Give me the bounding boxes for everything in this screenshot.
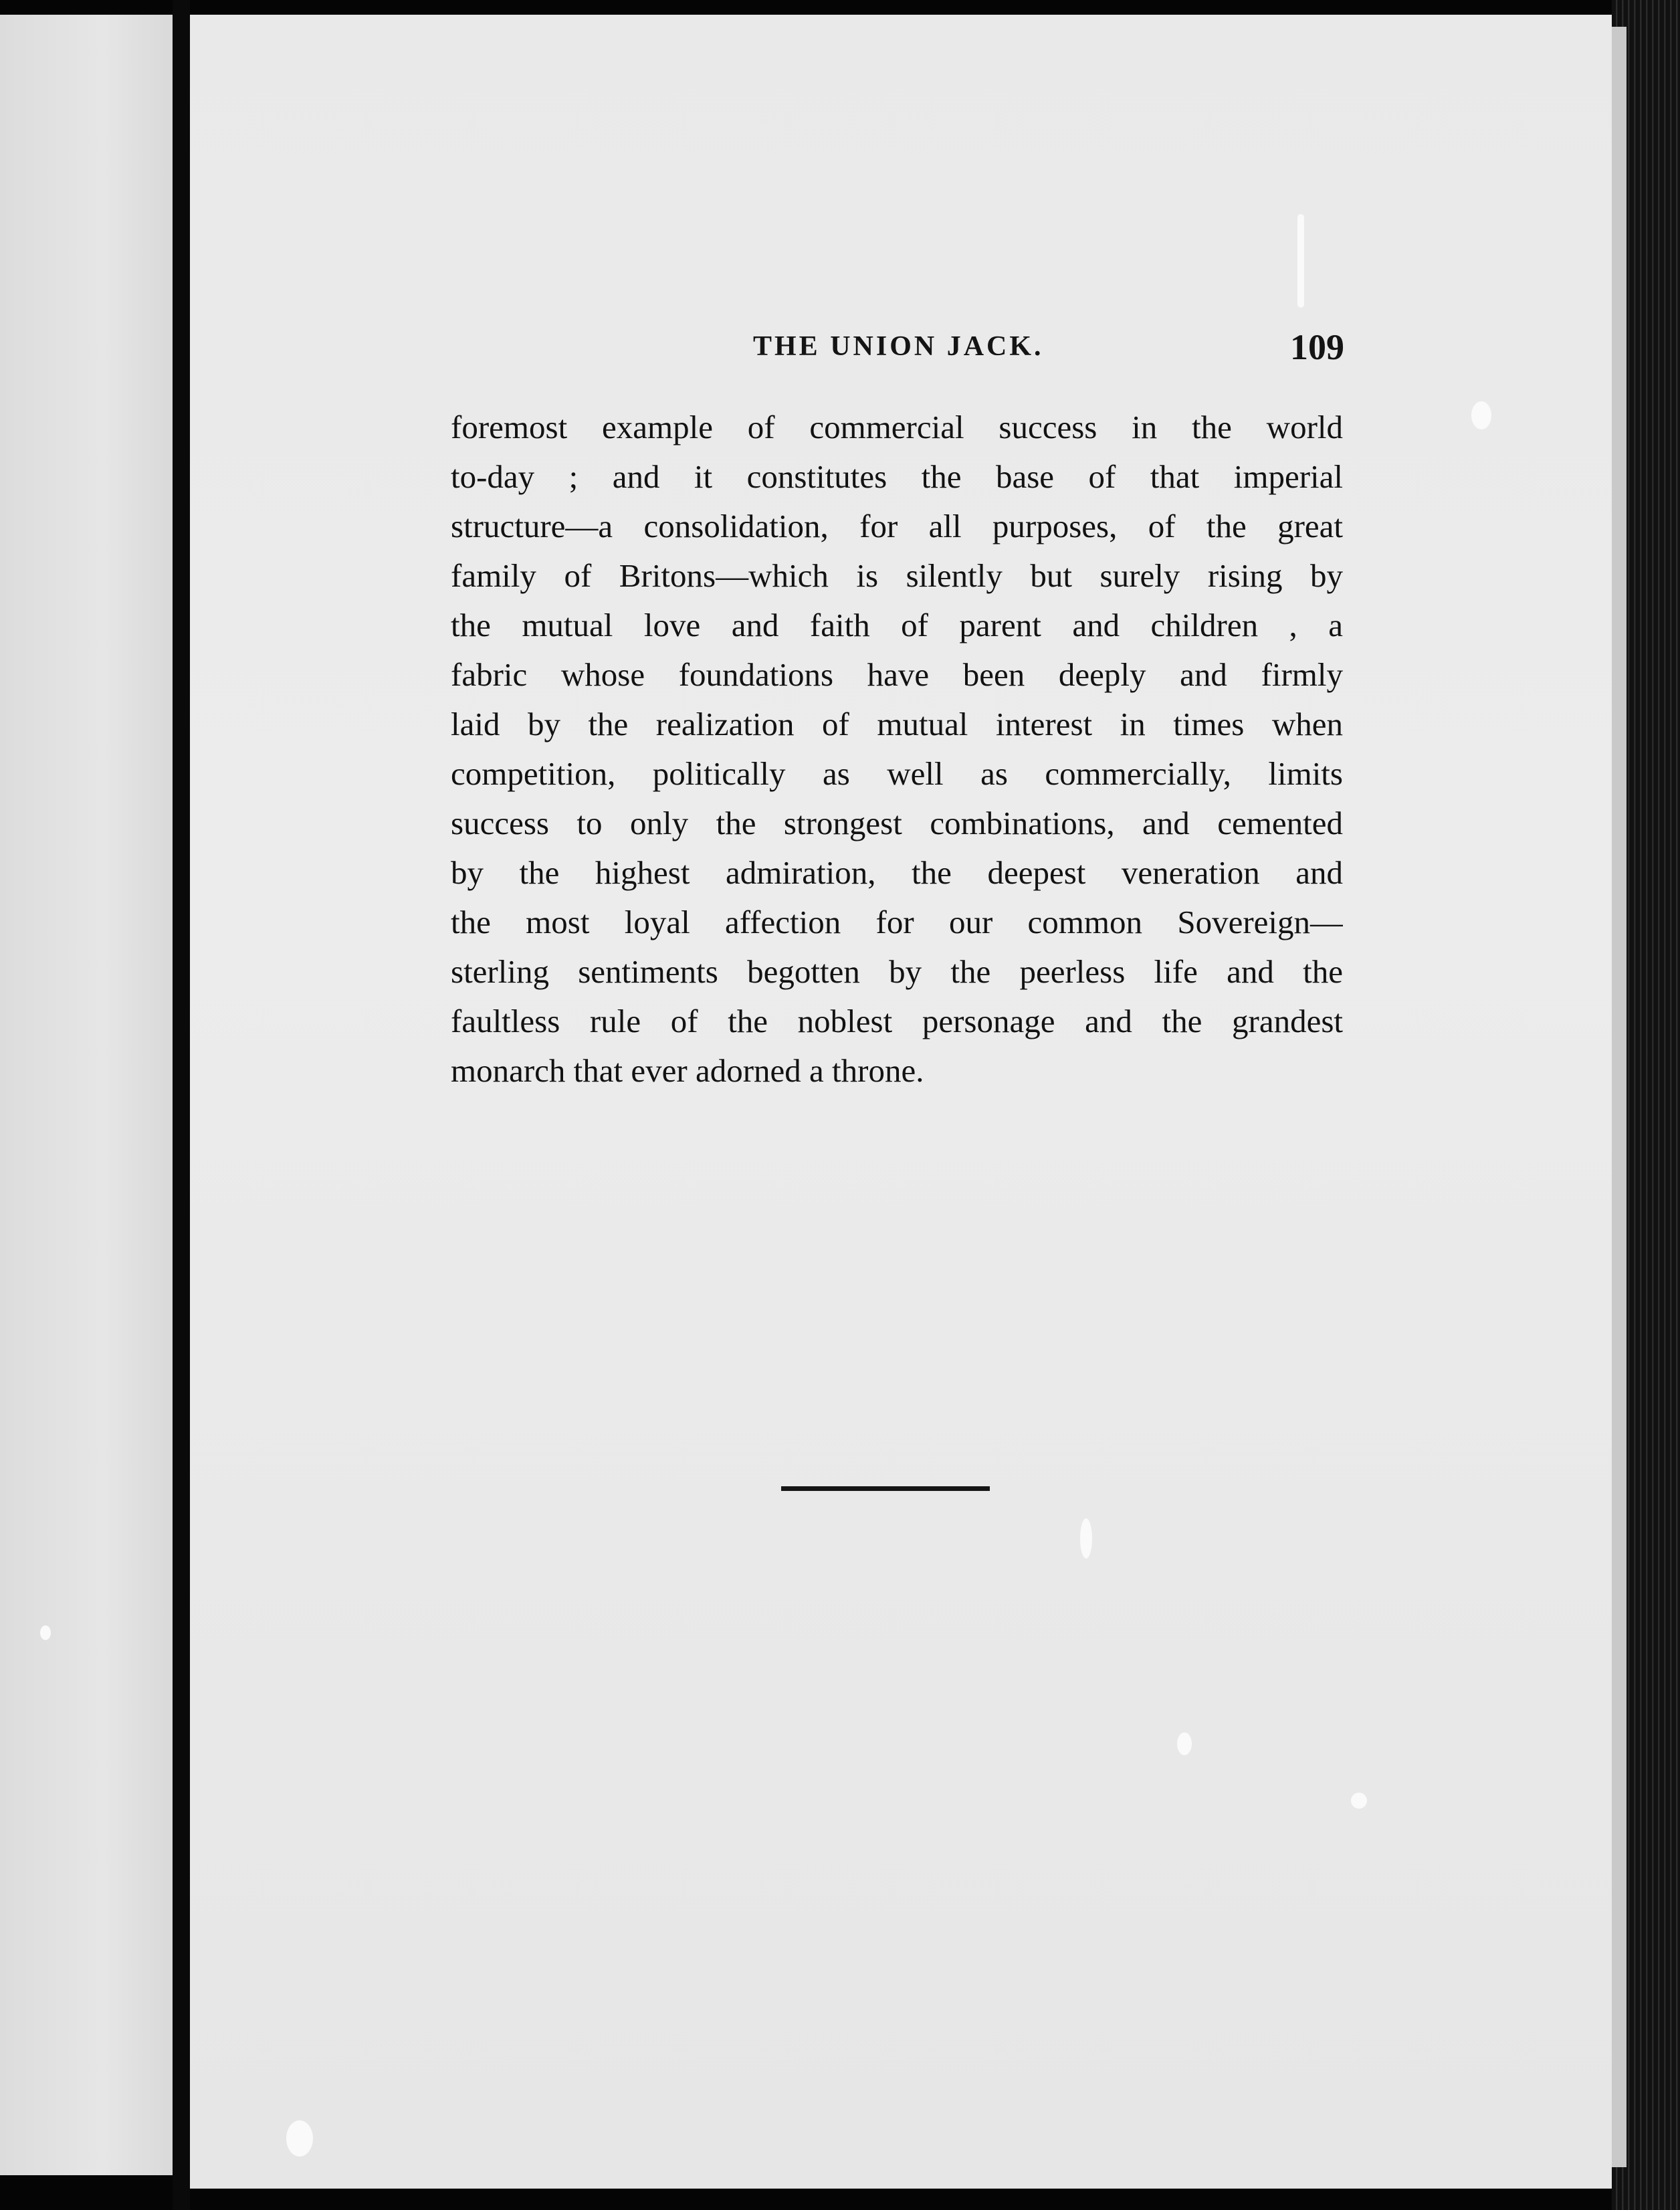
text-line: by the highest admiration, the deepest veneration and [451, 854, 1343, 891]
text-line: to-day ; and it constitutes the base of that imperial [451, 458, 1343, 495]
page-edge-strip [1612, 27, 1626, 2167]
section-end-rule [781, 1486, 990, 1491]
text-line: structure—a consolidation, for all purposes, of the great [451, 508, 1343, 544]
text-line: the most loyal affection for our common Sovereign— [451, 904, 1343, 940]
page-number: 109 [1290, 327, 1344, 367]
scan-speck [1471, 401, 1491, 429]
scan-speck [40, 1625, 51, 1640]
text-line: success to only the strongest combinations, and cemented [451, 805, 1343, 841]
text-line: sterling sentiments begotten by the peerless life and the [451, 953, 1343, 990]
scan-speck [1080, 1518, 1092, 1559]
text-line: monarch that ever adorned a throne. [451, 1052, 924, 1089]
text-line: foremost example of commercial success in the world [451, 409, 1343, 445]
text-line: faultless rule of the noblest personage and the grandest [451, 1003, 1343, 1039]
scan-speck [286, 2120, 313, 2156]
body-paragraph [451, 403, 1343, 1096]
text-line: fabric whose foundations have been deeply and firmly [451, 656, 1343, 693]
scan-speck [1177, 1732, 1192, 1755]
text-line: family of Britons—which is silently but surely rising by [451, 557, 1343, 594]
text-line: laid by the realization of mutual interest in times when [451, 706, 1343, 742]
scan-speck [1297, 214, 1304, 308]
book-gutter [173, 0, 190, 2210]
page-header [448, 326, 1344, 380]
text-line: competition, politically as well as commercially, limits [451, 755, 1343, 792]
facing-page-edge [0, 15, 173, 2175]
running-head: THE UNION JACK. [753, 331, 1044, 362]
scan-speck [1351, 1793, 1367, 1809]
text-line: the mutual love and faith of parent and children , a [451, 607, 1343, 643]
